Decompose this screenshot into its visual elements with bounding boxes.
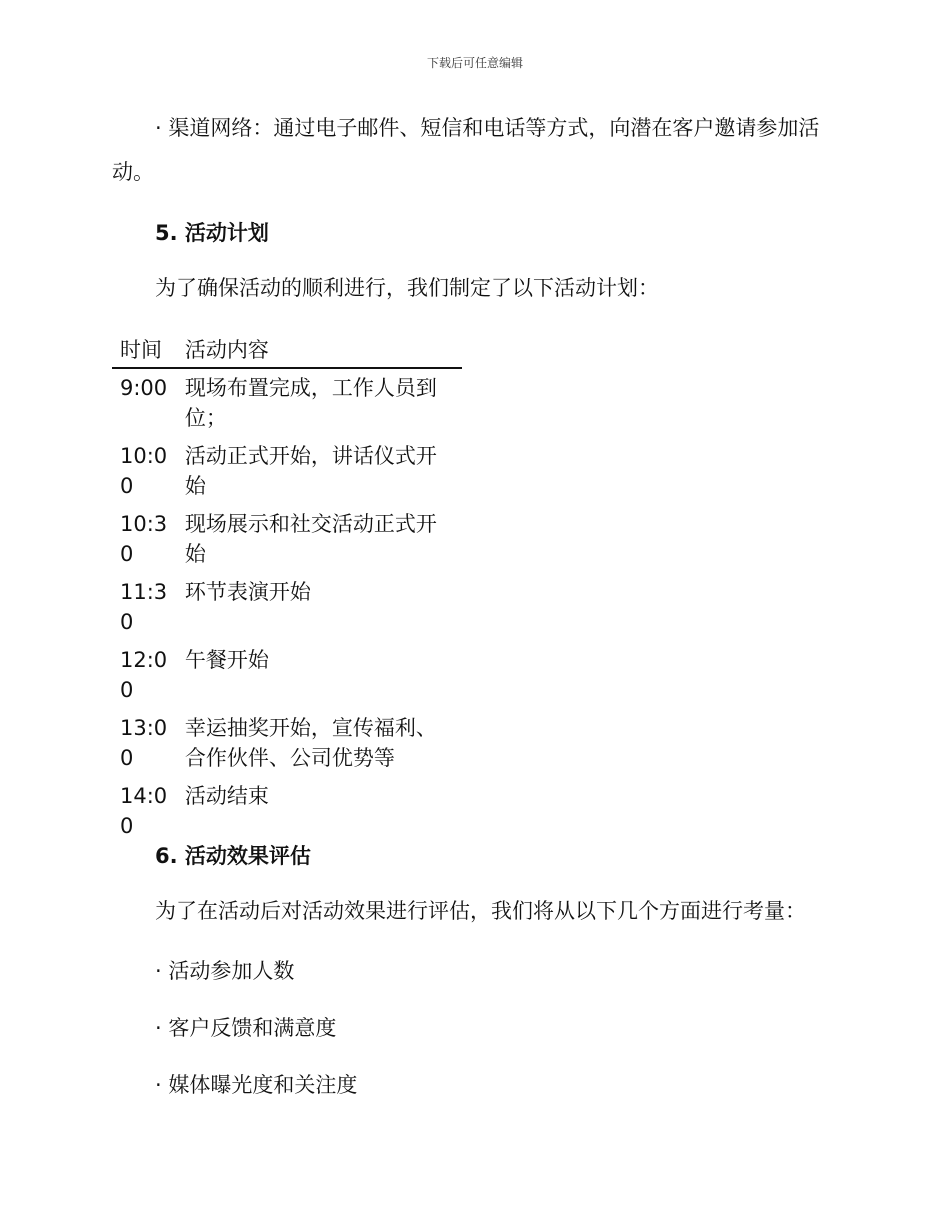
- content-cell: 活动结束: [184, 784, 269, 808]
- table-row: [112, 368, 462, 437]
- section-6-heading: 6. 活动效果评估: [155, 844, 311, 868]
- section-5-intro: 为了确保活动的顺利进行，我们制定了以下活动计划：: [155, 276, 659, 300]
- time-cell: 11:30: [120, 580, 168, 634]
- content-cell: 幸运抽奖开始，宣传福利、合作伙伴、公司优势等: [184, 716, 437, 770]
- content-cell: 活动正式开始，讲话仪式开始: [184, 444, 437, 498]
- time-cell: 12:00: [120, 648, 168, 702]
- section-6-intro: 为了在活动后对活动效果进行评估，我们将从以下几个方面进行考量：: [155, 899, 806, 923]
- time-column-header: 时间: [112, 333, 177, 368]
- time-cell: 10:00: [120, 444, 168, 498]
- table-row: [112, 777, 462, 845]
- bullet-attendance: · 活动参加人数: [155, 959, 295, 983]
- time-cell: 14:00: [120, 784, 168, 838]
- activity-schedule-table: [112, 333, 462, 845]
- bullet-feedback: · 客户反馈和满意度: [155, 1016, 337, 1040]
- bullet-media-exposure: · 媒体曝光度和关注度: [155, 1073, 358, 1097]
- table-row: [112, 709, 462, 777]
- content-cell: 现场展示和社交活动正式开始: [184, 512, 437, 566]
- time-cell: 13:00: [120, 716, 168, 770]
- table-row: [112, 573, 462, 641]
- table-header-row: [112, 333, 462, 368]
- table-row: [112, 641, 462, 709]
- time-cell: 10:30: [120, 512, 168, 566]
- content-column-header: 活动内容: [177, 333, 462, 368]
- time-cell: 9:00: [120, 376, 168, 400]
- table-row: [112, 437, 462, 505]
- channel-network-bullet: · 渠道网络：通过电子邮件、短信和电话等方式，向潜在客户邀请参加活动。: [112, 116, 820, 184]
- content-cell: 午餐开始: [184, 648, 269, 672]
- content-cell: 现场布置完成，工作人员到位；: [184, 376, 437, 430]
- table-row: [112, 505, 462, 573]
- page-header: 下载后可任意编辑: [426, 56, 523, 70]
- content-cell: 环节表演开始: [184, 580, 311, 604]
- section-5-heading: 5. 活动计划: [155, 221, 269, 245]
